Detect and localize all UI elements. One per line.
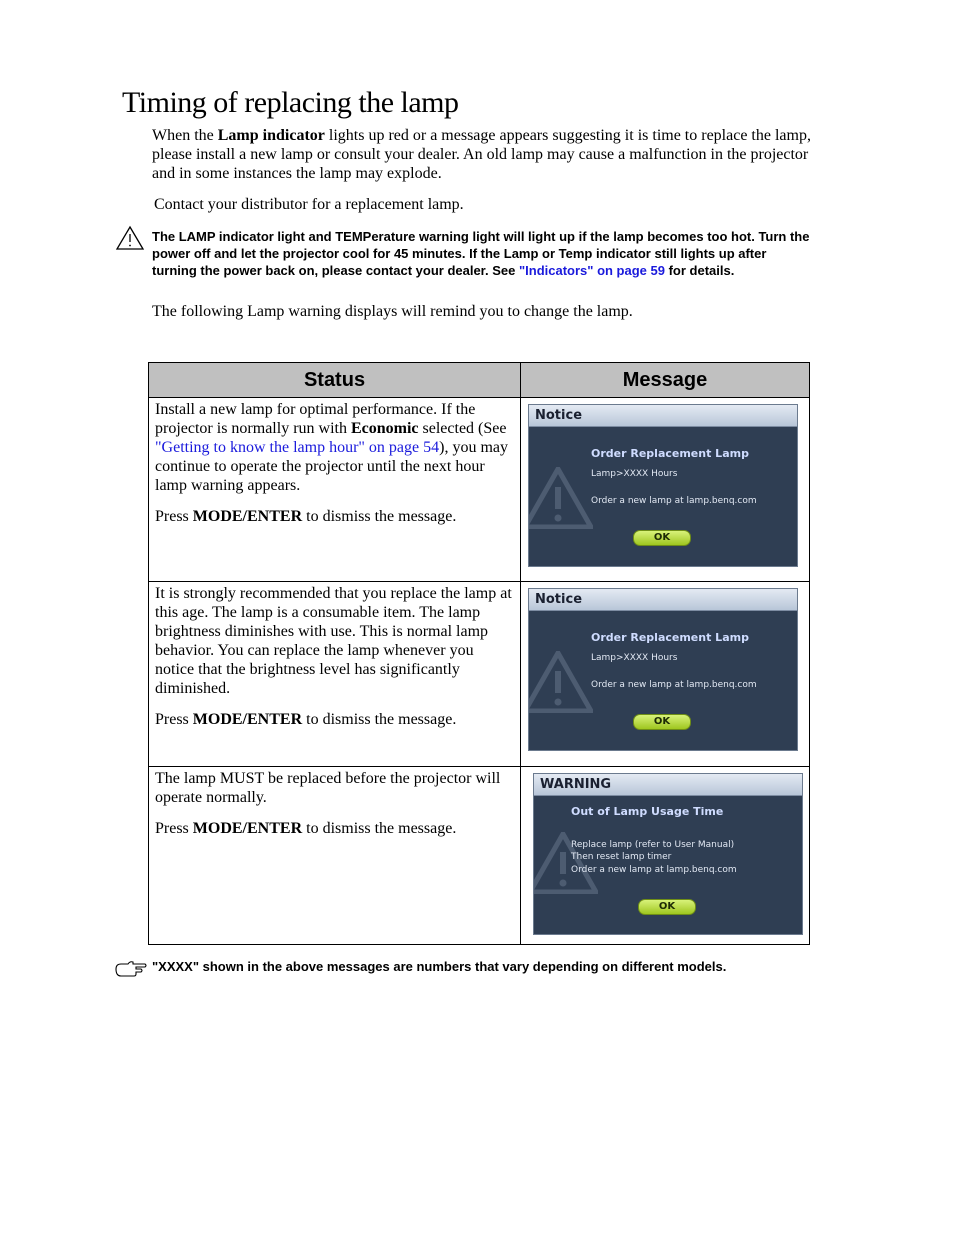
notice-screenshot xyxy=(528,404,798,567)
table-row xyxy=(149,582,810,767)
press-text-end: to dismiss the message. xyxy=(302,711,457,728)
status-cell xyxy=(149,582,521,767)
contact-paragraph: Contact your distributor for a replacement lamp. xyxy=(154,196,464,213)
status-header: Status xyxy=(149,363,521,398)
dialog-title: Order Replacement Lamp xyxy=(591,447,749,460)
intro-text-rest: lights up red or a message appears suggesting it is time to replace the lamp, please install a new lamp or consult your dealer. An old lamp may cause a malfunction in the projector and in some instances the lamp may explode. xyxy=(152,127,811,182)
press-text-end: to dismiss the message. xyxy=(302,820,457,837)
table-header-row xyxy=(149,363,810,398)
message-cell xyxy=(521,582,810,767)
dialog-title: Out of Lamp Usage Time xyxy=(571,805,724,818)
press-instruction xyxy=(155,710,514,729)
status-cell xyxy=(149,398,521,582)
status-text xyxy=(155,400,514,495)
dialog-body xyxy=(529,611,797,751)
status-text: The lamp MUST be replaced before the projector will operate normally. xyxy=(155,770,501,806)
dialog-header: Notice xyxy=(529,405,797,427)
dialog-line: Order a new lamp at lamp.benq.com xyxy=(591,680,757,690)
key-name: MODE/ENTER xyxy=(192,820,303,837)
press-text: Press xyxy=(155,820,193,837)
lamp-hour-link[interactable]: "Getting to know the lamp hour" on page 54 xyxy=(155,439,440,456)
intro-paragraph xyxy=(152,126,812,183)
status-text-a: Install a new lamp for optimal performance. If the projector is normally run with xyxy=(155,401,476,437)
warning-tail: for details. xyxy=(664,263,735,278)
dialog-title: Order Replacement Lamp xyxy=(591,631,749,644)
watermark-warning-icon xyxy=(528,467,593,529)
dialog-line: Replace lamp (refer to User Manual) xyxy=(571,840,735,850)
status-bold: Economic xyxy=(350,420,419,437)
warning-triangle-icon xyxy=(115,225,145,251)
dialog-body xyxy=(534,796,802,935)
dialog-line: Order a new lamp at lamp.benq.com xyxy=(591,496,757,506)
dialog-line: Order a new lamp at lamp.benq.com xyxy=(571,865,737,875)
notice-screenshot xyxy=(528,588,798,751)
warning-body: The LAMP indicator light and TEMPerature warning light will light up if the lamp becomes too hot. Turn the power off and let the projector cool for 45 minutes. If the Lamp or Temp indicator still lights up after turning the power back on, please contact your dealer. See xyxy=(152,229,810,278)
status-cell xyxy=(149,767,521,945)
press-instruction xyxy=(155,507,514,526)
ok-button[interactable]: OK xyxy=(633,530,691,546)
lamp-warning-table xyxy=(148,362,810,945)
status-text-c: ), you may continue to operate the projector until the next hour lamp warning appears. xyxy=(155,439,508,494)
dialog-header: Notice xyxy=(529,589,797,611)
dialog-line: Lamp>XXXX Hours xyxy=(591,653,678,663)
note-text: "XXXX" shown in the above messages are numbers that vary depending on different models. xyxy=(152,959,727,974)
warning-text xyxy=(152,228,812,279)
warning-screenshot xyxy=(533,773,803,935)
intro-bold: Lamp indicator xyxy=(217,127,325,144)
dialog-header: WARNING xyxy=(534,774,802,796)
page-title: Timing of replacing the lamp xyxy=(122,86,459,119)
press-text-end: to dismiss the message. xyxy=(302,508,457,525)
dialog-line: Lamp>XXXX Hours xyxy=(591,469,678,479)
key-name: MODE/ENTER xyxy=(192,508,303,525)
table-row xyxy=(149,398,810,582)
table-row xyxy=(149,767,810,945)
following-paragraph: The following Lamp warning displays will remind you to change the lamp. xyxy=(152,303,633,320)
key-name: MODE/ENTER xyxy=(192,711,303,728)
dialog-body xyxy=(529,427,797,567)
intro-text: When the xyxy=(152,127,218,144)
status-text-b: selected (See xyxy=(418,420,507,437)
dialog-line: Then reset lamp timer xyxy=(571,852,672,862)
ok-button[interactable]: OK xyxy=(638,899,696,915)
press-text: Press xyxy=(155,711,193,728)
status-text: It is strongly recommended that you replace the lamp at this age. The lamp is a consumable item. The lamp brightness diminishes with use. This is normal lamp behavior. You can replace the lamp whenever you notice that the brightness level has significantly diminished. xyxy=(155,585,512,697)
message-header: Message xyxy=(521,363,810,398)
pointing-hand-icon xyxy=(114,960,148,978)
indicators-link[interactable]: "Indicators" on page 59 xyxy=(519,263,665,278)
ok-button[interactable]: OK xyxy=(633,714,691,730)
watermark-warning-icon xyxy=(528,651,593,713)
press-text: Press xyxy=(155,508,193,525)
message-cell xyxy=(521,398,810,582)
message-cell xyxy=(521,767,810,945)
press-instruction xyxy=(155,819,514,838)
